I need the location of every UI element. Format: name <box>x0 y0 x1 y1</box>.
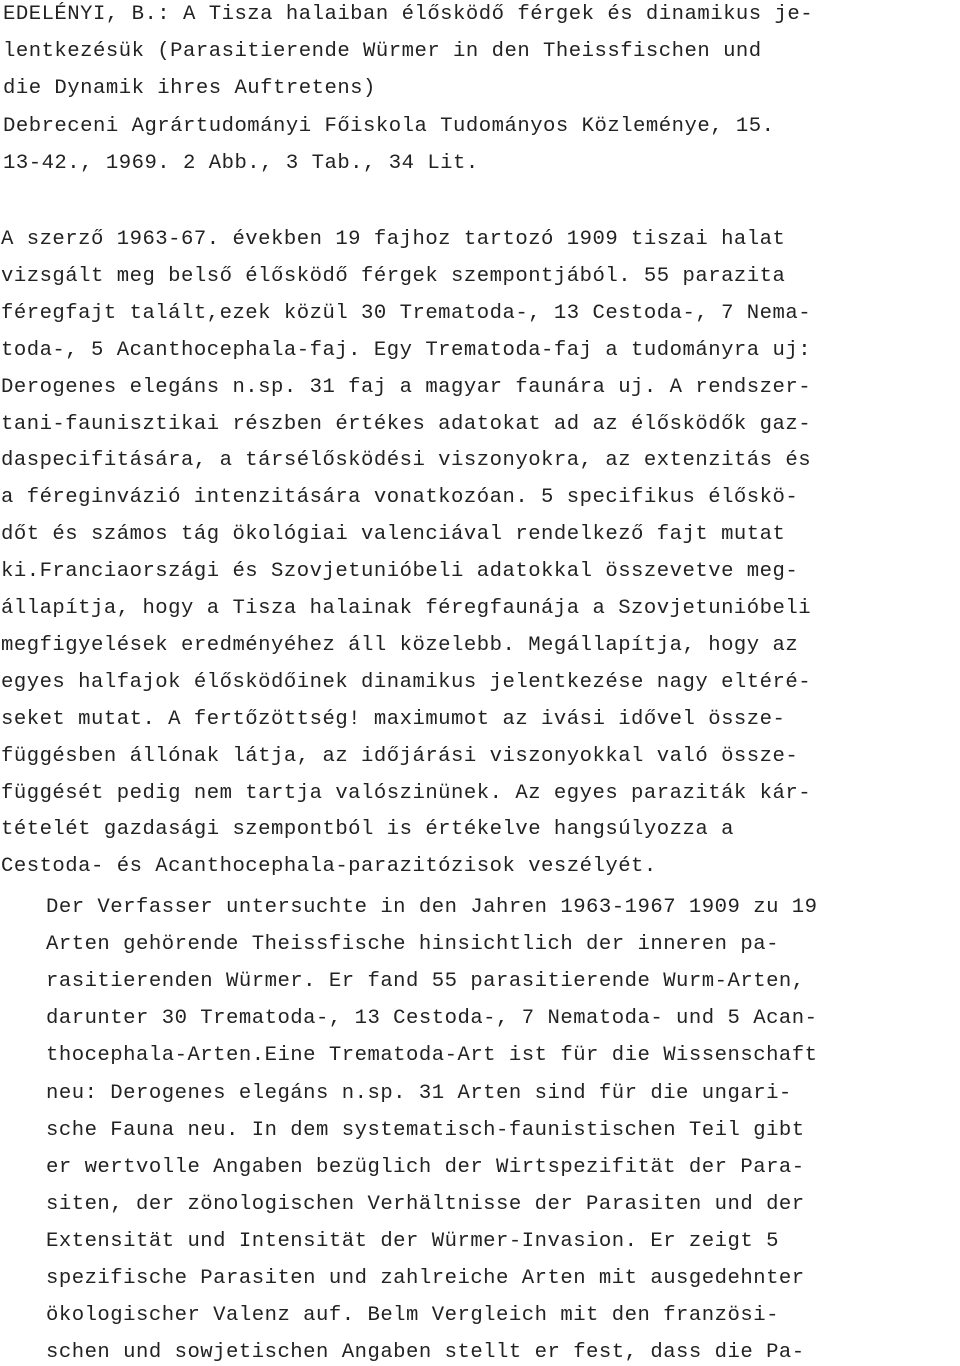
text-line: függésben állónak látja, az időjárási viszonyokkal való össze- <box>1 744 799 768</box>
text-line: EDELÉNYI, B.: A Tisza halaiban élősködő férgek és dinamikus je- <box>3 3 814 26</box>
text-line: A szerző 1963-67. években 19 fajhoz tartozó 1909 tiszai halat <box>1 228 786 251</box>
text-line: megfigyelések eredményéhez áll közelebb. Megállapítja, hogy az <box>1 633 799 657</box>
text-line: ökologischer Valenz auf. Belm Vergleich mit den französi- <box>46 1304 779 1328</box>
text-line: féregfajt talált,ezek közül 30 Trematoda-, 13 Cestoda-, 7 Nema- <box>1 301 812 325</box>
text-line: Derogenes elegáns n.sp. 31 faj a magyar faunára uj. A rendszer- <box>1 375 812 399</box>
text-line: dőt és számos tág ökológiai valenciával rendelkező fajt mutat <box>1 523 786 547</box>
text-line: a féreginvázió intenzitására vonatkozóan. 5 specifikus élőskö- <box>1 486 799 510</box>
text-line: daspecifitására, a társélősködési viszonyokra, az extenzitás és <box>1 449 812 473</box>
text-line: vizsgált meg belső élősködő férgek szempontjából. 55 parazita <box>1 264 786 288</box>
text-line: Extensität und Intensität der Würmer-Invasion. Er zeigt 5 <box>46 1229 779 1253</box>
text-line: Debreceni Agrártudományi Főiskola Tudományos Közleménye, 15. <box>3 114 775 138</box>
text-line: die Dynamik ihres Auftretens) <box>3 77 376 101</box>
text-line: schen und sowjetischen Angaben stellt er fest, dass die Pa- <box>46 1341 805 1365</box>
text-line: seket mutat. A fertőzöttség! maximumot az ivási idővel össze- <box>1 707 786 731</box>
text-line: függését pedig nem tartja valószinünek. Az egyes paraziták kár- <box>1 781 812 805</box>
text-line: spezifische Parasiten und zahlreiche Arten mit ausgedehnter <box>46 1267 805 1290</box>
text-line: Arten gehörende Theissfische hinsichtlich der inneren pa- <box>46 933 779 957</box>
text-line: siten, der zönologischen Verhältnisse der Parasiten und der <box>46 1192 805 1216</box>
text-line: állapítja, hogy a Tisza halainak féregfaunája a Szovjetunióbeli <box>1 597 812 620</box>
text-line: er wertvolle Angaben bezüglich der Wirtspezifität der Para- <box>46 1155 805 1179</box>
text-line: toda-, 5 Acanthocephala-faj. Egy Trematoda-faj a tudományra uj: <box>1 338 812 362</box>
text-line: rasitierenden Würmer. Er fand 55 parasitierende Wurm-Arten, <box>46 970 805 994</box>
text-line: Der Verfasser untersuchte in den Jahren 1963-1967 1909 zu 19 <box>46 896 818 919</box>
text-line: darunter 30 Trematoda-, 13 Cestoda-, 7 Nematoda- und 5 Acan- <box>46 1007 818 1031</box>
text-line: ki.Franciaországi és Szovjetunióbeli adatokkal összevetve meg- <box>1 560 799 584</box>
text-line: neu: Derogenes elegáns n.sp. 31 Arten sind für die ungari- <box>46 1081 792 1105</box>
text-line: lentkezésük (Parasitierende Würmer in den Theissfischen und <box>3 40 762 64</box>
text-line: egyes halfajok élősködőinek dinamikus jelentkezése nagy eltéré- <box>1 670 812 694</box>
text-line: tételét gazdasági szempontból is értékelve hangsúlyozza a <box>1 818 734 842</box>
text-line: 13-42., 1969. 2 Abb., 3 Tab., 34 Lit. <box>3 151 479 175</box>
text-line: tani-faunisztikai részben értékes adatokat ad az élősködők gaz- <box>1 412 812 436</box>
text-line: sche Fauna neu. In dem systematisch-faunistischen Teil gibt <box>46 1118 805 1142</box>
text-line: thocephala-Arten.Eine Trematoda-Art ist für die Wissenschaft <box>46 1044 818 1068</box>
text-line: Cestoda- és Acanthocephala-parazitózisok veszélyét. <box>1 855 657 879</box>
